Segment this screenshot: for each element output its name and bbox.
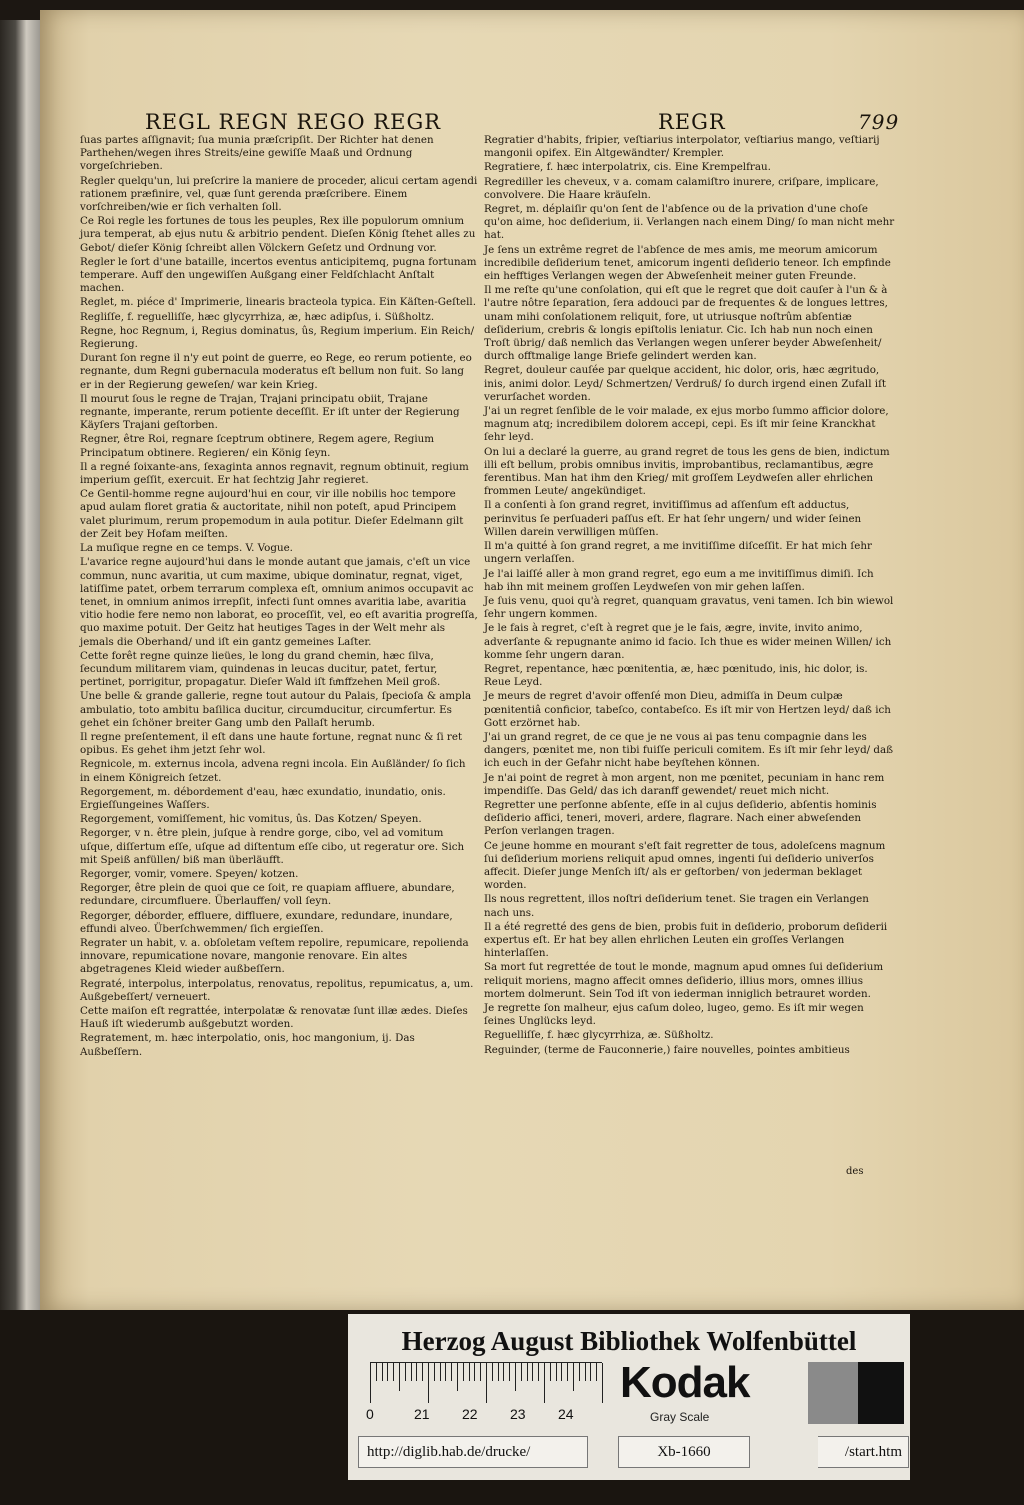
ruler-tick: [411, 1363, 412, 1381]
dictionary-entry: Cette maiſon eſt regrattée, interpolatæ & renovatæ ſunt illæ ædes. Dieſes Hauß iſt wiederumb außgebutzt worden.: [80, 1005, 468, 1031]
dictionary-entry: Reguinder, (terme de Fauconnerie,) faire nouvelles, pointes ambitieus: [484, 1043, 850, 1056]
kodak-logo: Kodak: [620, 1358, 750, 1407]
ruler-tick: [457, 1363, 458, 1391]
dictionary-entry: L'avarice regne aujourd'hui dans le monde autant que jamais, c'eſt un vice commun, nunc avaritia, ut cum maxime, ubique dominatur, regnat, viget, latiſſime patet, orbem terrarum complexa eſt, omnium animos occupavit ac tenet, in omnium animos irrepſit, infecti ſunt omnes avaritia labe, avaritia vitio hodie fere nemo non laborat, eo proceſſit, vel, eo eſt avaritia progreſſa, quo maxime potuit. Der Geitz hat heutiges Tages in der Welt mehr als jemals die Oberhand/ und iſt ein gantz gemeines Laſter.: [80, 556, 478, 648]
footer-start: /start.htm: [818, 1436, 909, 1468]
dictionary-entry: Cette forêt regne quinze lieües, le long du grand chemin, hæc ſilva, ſecundum militarem viam, quindenas in leucas ducitur, patet, fertur, pertinet, porrigitur, propagatur. Dieſer Wald iſt fuͤnffzehen Meil groß.: [80, 649, 441, 689]
dictionary-entry: Ils nous regrettent, illos noſtri deſiderium tenet. Sie tragen ein Verlangen nach uns.: [484, 893, 869, 919]
dictionary-entry: Regne, hoc Regnum, i, Regius dominatus, ûs, Regium imperium. Ein Reich/ Regierung.: [80, 324, 475, 351]
ruler-tick: [538, 1363, 539, 1381]
ruler-tick: [405, 1363, 406, 1381]
dictionary-entry: Regorger, v n. être plein, juſque à rendre gorge, cibo, vel ad vomitum uſque, diſſertum eſſe, uſque ad diſtentum eſſe cibo, ut regeratur ore. Sich mit Speiß anfüllen/ biß man überläufft.: [80, 827, 465, 866]
ruler-tick: [521, 1363, 522, 1381]
ruler-tick: [440, 1363, 441, 1381]
dictionary-entry: Regorger, vomir, vomere. Speyen/ kotzen.: [80, 867, 299, 880]
catchword: des: [846, 1166, 864, 1177]
gray-scale-label: Gray Scale: [650, 1410, 710, 1424]
ruler-scale: [370, 1362, 602, 1405]
dictionary-entry: Je n'ai point de regret à mon argent, non me pœnitet, pecuniam in hanc rem impendiſſe. Das Geld/ das ich daranff gewendet/ reuet mich nicht.: [484, 771, 885, 797]
dictionary-entry: Regler le ſort d'une bataille, incertos eventus anticipitemq, pugna fortunam temperare. Auff den ungewiſſen Außgang einer Feldſchlacht Anſtalt machen.: [80, 255, 477, 295]
dictionary-entry: Reglet, m. piéce d' Imprimerie, linearis bracteola typica. Ein Käſten-Geſtell.: [80, 296, 476, 309]
dictionary-entry: Regretter une perſonne abſente, eſſe in al cujus deſiderio, abſentis hominis deſiderio affici, teneri, moveri, ardere, flagrare. Nach einer abweſenden Perſon verlangen tragen.: [484, 798, 877, 838]
dictionary-entry: Il a conſenti à ſon grand regret, invitiſſimus ad aſſenſum eſt adductus, perinvitus ſe perſuaderi paſſus eſt. Er hat ſehr ungern/ und wider ſeinen Willen darein verwilligen müſſen.: [484, 499, 862, 538]
ruler-tick: [451, 1363, 452, 1381]
dictionary-entry: Regorgement, m. débordement d'eau, hæc exundatio, inundatio, onis. Ergieſſungeines Waſſers.: [80, 785, 446, 811]
dictionary-entry: Regratement, m. hæc interpolatio, onis, hoc mangonium, ij. Das Außbeſſern.: [80, 1032, 415, 1058]
gray-swatch: [808, 1362, 858, 1424]
dictionary-entry: Je l'ai laiſſé aller à mon grand regret, ego eum a me invitiſſimus dimiſi. Ich hab ihn mit meinem groſſen Leydweſen von mir gehen laſſen.: [484, 567, 874, 593]
dictionary-entry: Regorger, déborder, effluere, diffluere, exundare, redundare, inundare, effundi alveo. Überſchwemmen/ ſich ergieſſen.: [80, 909, 453, 935]
library-name: Herzog August Bibliothek Wolfenbüttel: [401, 1326, 857, 1356]
ruler-tick: [585, 1363, 586, 1381]
ruler-tick: [509, 1363, 510, 1381]
dictionary-entry: J'ai un grand regret, de ce que je ne vous ai pas tenu compagnie dans les dangers, pœnitet me, non tibi fuiſſe periculi comitem. Es iſt mir ſehr leyd/ daß ich euch in der Gefahr nicht habe beyſtehen können.: [484, 730, 894, 770]
dictionary-entry: Ce Roi regle les fortunes de tous les peuples, Rex ille populorum omnium jura temperat, ab ejus nutu & arbitrio pendent. Dieſen König ſtehet alles zu Gebot/ dieſer König ſchreibt allen Völckern Geſetz und Ordnung vor.: [80, 215, 476, 254]
dictionary-entry: Il m'a quitté à ſon grand regret, a me invitiſſime diſceſſit. Er hat mich ſehr ungern verlaſſen.: [484, 540, 872, 566]
dictionary-entry: Regret, douleur cauſée par quelque accident, hic dolor, oris, hæc ægritudo, inis, animi dolor. Leyd/ Schmertzen/ Verdruß/ ſo durch irgend einen Zufall iſt verurſachet worden.: [484, 364, 887, 403]
dictionary-entry: Regorger, être plein de quoi que ce ſoit, re quapiam affluere, abundare, redundare, circumfluere. Überlauffen/ voll ſeyn.: [80, 882, 455, 908]
dictionary-entry: Il a regné ſoixante-ans, ſexaginta annos regnavit, regnum obtinuit, regium imperium geſſit, exercuit. Er hat ſechtzig Jahr regieret.: [80, 460, 469, 487]
ruler-tick: [480, 1363, 481, 1381]
left-text-column: [80, 134, 478, 1060]
dictionary-entry: Il me reſte qu'une conſolation, qui eſt que le regret que doit cauſer à l'un & à l'autre nôtre ſeparation, ſera addouci par de frequentes & de longues lettres, unam mihi conſolationem reliquit, fore, ut utriusque noſtrûm abſentiæ deſiderium, crebris & longis epiſtolis leniatur. Cic. Ich hab nun noch einen Troſt übrig/ daß nemlich das Verlangen wegen unſerer beyder Abweſenheit/ durch offtmalige lange Briefe gelindert werden kan.: [484, 284, 888, 363]
ruler-tick: [498, 1363, 499, 1381]
dictionary-entry: Ce Gentil-homme regne aujourd'hui en cour, vir ille nobilis hoc tempore apud aulam floret gratia & auctoritate, nihil non poteſt, apud Principem valet plurimum, rerum propemodum in aula potitur. Dieſer Edelmann gilt der Zeit bey Hofam meiſten.: [80, 488, 464, 540]
dictionary-entry: Regret, repentance, hæc pœnitentia, æ, hæc pœnitudo, inis, hic dolor, is. Reue Leyd.: [484, 662, 868, 689]
ruler-tick: [602, 1363, 603, 1403]
running-head-left: REGL REGN REGO REGR: [145, 110, 442, 134]
ruler-tick: [382, 1363, 383, 1381]
ruler-tick: [393, 1363, 394, 1381]
ruler-tick: [399, 1363, 400, 1391]
ruler-tick: [544, 1363, 545, 1403]
ruler-tick: [434, 1363, 435, 1381]
dictionary-entry: Une belle & grande gallerie, regne tout autour du Palais, ſpecioſa & ampla ambulatio, toto ambitu baſilica ducitur, circumducitur, circumfertur. Es gehet ein ſchöner breiter Gang umb den Pallaſt herumb.: [80, 690, 472, 729]
ruler-tick: [376, 1363, 377, 1381]
ruler-tick: [445, 1363, 446, 1381]
ruler-tick: [428, 1363, 429, 1403]
dictionary-entry: Regret, m. déplaiſir qu'on ſent de l'abſence ou de la privation d'une choſe qu'on aime, hoc deſiderium, ii. Verlangen nach einem Ding/ ſo man nicht mehr hat.: [484, 203, 895, 242]
dictionary-entry: Regner, être Roi, regnare ſceptrum obtinere, Regem agere, Regium Principatum obtinere. Regieren/ ein König ſeyn.: [80, 433, 435, 459]
dictionary-entry: Reguelliſſe, f. hæc glycyrrhiza, æ. Süßholtz.: [484, 1029, 714, 1042]
ruler-tick: [370, 1363, 371, 1403]
dictionary-entry: ſuas partes aſſignavit; ſua munia præſcripſit. Der Richter hat denen Parthehen/wegen ihres Streits/eine gewiſſe Maaß und Ordnung vorgeſchrieben.: [80, 134, 434, 173]
ruler-tick: [503, 1363, 504, 1381]
dictionary-entry: Regnicole, m. externus incola, advena regni incola. Ein Außländer/ ſo ſich in einem Königreich ſetzet.: [80, 758, 466, 784]
ruler-tick: [561, 1363, 562, 1381]
ruler-tick: [590, 1363, 591, 1381]
color-target-card: [348, 1314, 910, 1480]
dictionary-entry: Je ſuis venu, quoi qu'à regret, quanquam gravatus, veni tamen. Ich bin wiewol ſehr ungern kommen.: [484, 594, 894, 621]
dictionary-entry: Regratiere, f. hæc interpolatrix, cis. Eine Krempelfrau.: [484, 161, 771, 174]
footer-shelfmark: Xb-1660: [618, 1436, 750, 1468]
ruler-tick: [486, 1363, 487, 1403]
dictionary-entry: Il regne preſentement, il eſt dans une haute fortune, regnat nunc & ſi ret opibus. Es gehet ihm jetzt ſehr wol.: [80, 730, 463, 757]
ruler-tick: [469, 1363, 470, 1381]
dictionary-entry: La muſique regne en ce temps. V. Vogue.: [80, 542, 293, 555]
dictionary-entry: Regler quelqu'un, lui preſcrire la maniere de proceder, alicui certam agendi rationem præfinire, vel, quæ ſunt gerenda præſcribere. Einem vorſchreiben/wie er ſich verhalten ſoll.: [80, 174, 478, 214]
dictionary-entry: Il mourut ſous le regne de Trajan, Trajani principatu obiit, Trajane regnante, imperante, rerum potiente deceſſit. Er iſt unter der Regierung Käyſers Trajani geſtorben.: [80, 392, 460, 432]
ruler-tick: [550, 1363, 551, 1381]
page-number: 799: [858, 110, 900, 134]
ruler-tick: [532, 1363, 533, 1381]
ruler-number: 21: [414, 1406, 430, 1422]
dictionary-entry: Je ſens un extrême regret de l'abſence de mes amis, me meorum amicorum incredibile deſiderium tenet, amicorum ingenti deſiderio teneor. Ich empfinde ein hefftiges Verlangen wegen der Abweſenheit meiner guten Freunde.: [484, 243, 891, 283]
dictionary-entry: Regraté, interpolus, interpolatus, renovatus, repolitus, repumicatus, a, um. Außgebeſſert/ verneuert.: [80, 977, 474, 1003]
dictionary-entry: On lui a declaré la guerre, au grand regret de tous les gens de bien, indictum illi eſt bellum, probis omnibus invitis, improbantibus, reclamantibus, ægre ferentibus. Man hat ihm den Krieg/ mit groſſem Leydweſen aller ehrlichen frommen Leute/ angekündiget.: [484, 445, 890, 498]
ruler-tick: [567, 1363, 568, 1381]
dictionary-entry: Regliſſe, f. reguelliſſe, hæc glycyrrhiza, æ, hæc adipſus, i. Süßholtz.: [80, 310, 435, 323]
dictionary-entry: Ce jeune homme en mourant s'eſt fait regretter de tous, adoleſcens magnum ſui deſiderium moriens reliquit apud omnes, ingenti ſui deſiderio univerſos affecit. Dieſer junge Menſch iſt/ als er geſtorben/ von jederman beklaget worden.: [484, 839, 886, 892]
ruler-tick: [463, 1363, 464, 1381]
dictionary-entry: Regratier d'habits, fripier, veſtiarius interpolator, veſtiarius mango, veſtiarij mangonii opifex. Ein Altgewändter/ Krempler.: [484, 134, 880, 160]
ruler-tick: [527, 1363, 528, 1381]
footer-url: http://diglib.hab.de/drucke/: [358, 1436, 588, 1468]
dictionary-entry: Durant ſon regne il n'y eut point de guerre, eo Rege, eo rerum potiente, eo regnante, dum Regni gubernacula moderatus eſt bellum non fuit. So lang er in der Regierung geweſen/ war kein Krieg.: [80, 352, 472, 391]
dictionary-entry: Regorgement, vomiſſement, hic vomitus, ûs. Das Kotzen/ Speyen.: [80, 813, 422, 826]
dictionary-entry: Regrater un habit, v. a. obſoletam veſtem repolire, repumicare, repolienda innovare, repumicatione novare, mangonie renovare. Ein altes abgetragenes Kleid wieder außbeſſern.: [80, 936, 469, 976]
ruler-tick: [474, 1363, 475, 1381]
ruler-tick: [492, 1363, 493, 1381]
ruler-number: 23: [510, 1406, 526, 1422]
right-text-column: [484, 134, 896, 1058]
dictionary-entry: J'ai un regret ſenſible de le voir malade, ex ejus morbo ſummo afficior dolore, magnum atq; incredibilem dolorem accepi, cepi. Es iſt mir ſeine Kranckhat ſehr leyd.: [484, 405, 889, 444]
ruler-tick: [422, 1363, 423, 1381]
dictionary-entry: Sa mort fut regrettée de tout le monde, magnum apud omnes ſui deſiderium reliquit moriens, magno affecit omnes deſiderio, illius mors, omnes illius mortem dolmerunt. Sein Tod iſt von iederman inniglich betrauret worden.: [484, 961, 884, 1000]
running-head-center: REGR: [658, 110, 726, 134]
dictionary-entry: Je le fais à regret, c'eſt à regret que je le fais, ægre, invite, invito animo, adverſante & repugnante animo id facio. Ich thue es wider meinen Willen/ ich komme ſehr ungern daran.: [484, 622, 892, 661]
ruler-numbers: [366, 1406, 606, 1422]
ruler-number: 22: [462, 1406, 478, 1422]
dictionary-entry: Regrediller les cheveux, v a. comam calamiſtro inurere, criſpare, implicare, convolvere. Die Haare kräuſeln.: [484, 175, 879, 201]
ruler-tick: [596, 1363, 597, 1381]
ruler-tick: [573, 1363, 574, 1391]
ruler-tick: [515, 1363, 516, 1391]
ruler-tick: [579, 1363, 580, 1381]
dictionary-entry: Je meurs de regret d'avoir offenſé mon Dieu, admiſſa in Deum culpæ pœnitentiâ conficior, tabeſco, contabeſco. Es iſt mir von Hertzen leyd/ daß ich Gott erzörnet hab.: [484, 690, 891, 729]
ruler-tick: [387, 1363, 388, 1381]
ruler-number: 0: [366, 1406, 374, 1422]
dictionary-entry: Il a été regretté des gens de bien, probis fuit in deſiderio, proborum deſiderii expertus eſt. Er hat bey allen ehrlichen Leuten ein groſſes Verlangen hinterlaſſen.: [484, 920, 888, 960]
dictionary-entry: Je regrette ſon malheur, ejus caſum doleo, lugeo, gemo. Es iſt mir wegen ſeines Unglücks leyd.: [484, 1002, 864, 1028]
ruler-number: 24: [558, 1406, 574, 1422]
ruler-tick: [416, 1363, 417, 1381]
black-swatch: [858, 1362, 904, 1424]
ruler-tick: [556, 1363, 557, 1381]
book-binding-edge: [0, 20, 44, 1310]
